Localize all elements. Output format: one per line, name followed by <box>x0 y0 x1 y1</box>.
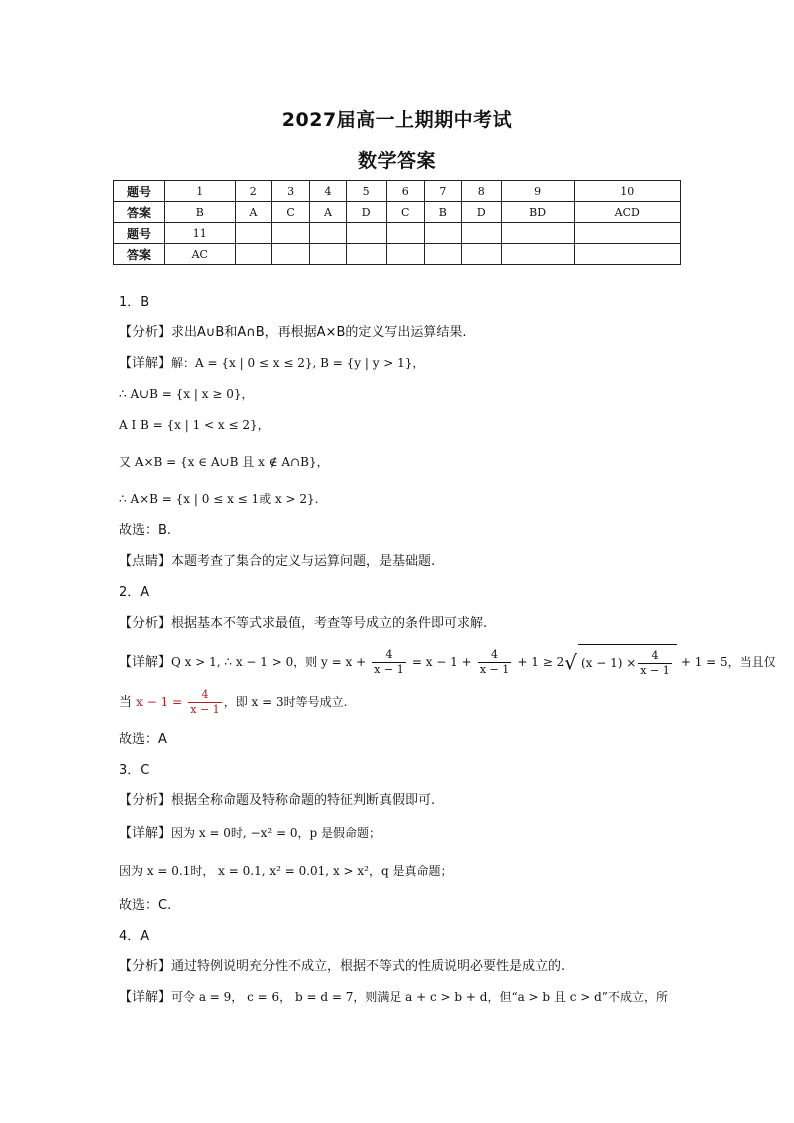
analysis-text: 通过特例说明充分性不成立，根据不等式的性质说明必要性是成立的. <box>171 959 566 974</box>
table-cell <box>424 244 461 265</box>
answer-table <box>113 180 681 265</box>
table-cell: 5 <box>346 181 386 202</box>
table-cell: 6 <box>386 181 424 202</box>
q3-detail-line <box>119 824 381 843</box>
table-row <box>114 244 681 265</box>
math-text: 可令 a = 9， c = 6， b = d = 7，则满足 a + c > b + d，但“a > b 且 c > d”不成立，所 <box>171 990 668 1004</box>
math-text: ∴ A×B = {x | 0 ≤ x ≤ 1或 x > 2}. <box>119 492 319 506</box>
detail-tag: 【详解】 <box>119 356 172 371</box>
q2-line <box>119 684 347 721</box>
math-text: ，即 x = 3时等号成立. <box>223 695 348 709</box>
table-cell <box>346 223 386 244</box>
table-cell <box>386 244 424 265</box>
table-cell: 9 <box>501 181 574 202</box>
table-cell: 3 <box>271 181 309 202</box>
detail-tag: 【详解】 <box>119 826 172 841</box>
table-cell: D <box>346 202 386 223</box>
table-cell: 4 <box>310 181 346 202</box>
detail-tag: 【详解】 <box>119 990 172 1005</box>
table-cell <box>310 244 346 265</box>
table-cell <box>501 223 574 244</box>
math-text: 因为 x = 0.1时， x = 0.1, x² = 0.01, x > x²，q 是真命题； <box>119 864 453 878</box>
math-text: x − 1 = <box>136 695 183 709</box>
analysis-tag: 【分析】 <box>119 959 172 974</box>
table-cell <box>424 223 461 244</box>
table-cell: C <box>271 202 309 223</box>
table-cell <box>501 244 574 265</box>
q1-heading: 1．B <box>119 295 150 310</box>
table-cell: ACD <box>574 202 680 223</box>
math-text: 因为 x = 0时, −x² = 0，p 是假命题； <box>171 826 381 840</box>
text: 当 <box>119 695 133 710</box>
q4-heading: 4．A <box>119 929 150 944</box>
q1-line <box>119 490 319 509</box>
table-cell <box>461 223 501 244</box>
q1-line <box>119 453 329 472</box>
q4-detail-line <box>119 988 668 1007</box>
math-text: A I B = {x | 1 < x ≤ 2}， <box>119 418 270 432</box>
table-cell: BD <box>501 202 574 223</box>
row-label: 答案 <box>114 202 165 223</box>
table-row <box>114 202 681 223</box>
table-cell: AC <box>165 244 236 265</box>
q3-heading: 3．C <box>119 763 150 778</box>
row-label: 题号 <box>114 181 165 202</box>
math-text: ∴ A∪B = {x | x ≥ 0}， <box>119 387 254 401</box>
math-text: + 1 ≥ 2 <box>517 655 565 669</box>
q2-heading: 2．A <box>119 585 150 600</box>
q2-analysis <box>119 615 487 633</box>
table-cell <box>346 244 386 265</box>
q3-answer: 故选：C. <box>119 898 172 913</box>
remark-text: 本题考查了集合的定义与运算问题，是基础题. <box>171 554 436 569</box>
table-cell <box>461 244 501 265</box>
q1-detail-line <box>119 354 424 373</box>
q2-detail-line <box>119 644 776 681</box>
table-cell: 8 <box>461 181 501 202</box>
math-text: Q x > 1, ∴ x − 1 > 0，则 y = x + <box>171 655 367 669</box>
table-cell: A <box>235 202 271 223</box>
table-cell <box>310 223 346 244</box>
table-cell <box>271 244 309 265</box>
table-cell: B <box>165 202 236 223</box>
table-cell: 11 <box>165 223 236 244</box>
detail-tag: 【详解】 <box>119 655 172 670</box>
table-cell: D <box>461 202 501 223</box>
remark-tag: 【点睛】 <box>119 554 172 569</box>
q1-remark <box>119 553 435 571</box>
analysis-text: 根据全称命题及特称命题的特征判断真假即可. <box>171 793 436 808</box>
fraction: $\frac{4}{x - 1}$ <box>640 649 670 677</box>
fraction: $\frac{4}{x - 1}$ <box>374 648 404 676</box>
table-cell: 2 <box>235 181 271 202</box>
row-label: 题号 <box>114 223 165 244</box>
table-row <box>114 181 681 202</box>
analysis-tag: 【分析】 <box>119 325 172 340</box>
table-cell: C <box>386 202 424 223</box>
q1-analysis <box>119 324 467 342</box>
table-cell: B <box>424 202 461 223</box>
q1-answer: 故选：B. <box>119 523 172 538</box>
q3-analysis <box>119 792 435 810</box>
math-text: + 1 = 5，当且仅 <box>680 655 776 669</box>
q1-line <box>119 385 253 404</box>
table-cell: 1 <box>165 181 236 202</box>
math-text: = x − 1 + <box>411 655 472 669</box>
sqrt-radicand: (x − 1) × $\frac{4}{x - 1}$ <box>578 644 677 681</box>
answer-subtitle: 数学答案 <box>357 150 436 172</box>
table-cell: A <box>310 202 346 223</box>
table-cell <box>386 223 424 244</box>
q1-line <box>119 416 270 435</box>
table-cell <box>271 223 309 244</box>
analysis-text: 求出A∪B和A∩B，再根据A×B的定义写出运算结果. <box>171 325 467 340</box>
fraction: $\frac{4}{x - 1}$ <box>479 648 510 676</box>
sqrt-icon: √ <box>564 650 577 675</box>
fraction: $\frac{4}{x - 1}$ <box>190 688 220 716</box>
table-cell <box>235 223 271 244</box>
math-text: 解：A = {x | 0 ≤ x ≤ 2}, B = {y | y > 1}， <box>171 356 425 370</box>
analysis-tag: 【分析】 <box>119 616 172 631</box>
q2-answer: 故选：A <box>119 732 167 747</box>
analysis-text: 根据基本不等式求最值，考查等号成立的条件即可求解. <box>171 616 488 631</box>
exam-title: 2027届高一上期期中考试 <box>281 109 513 131</box>
q4-analysis <box>119 958 565 976</box>
table-cell <box>235 244 271 265</box>
table-cell <box>574 223 680 244</box>
table-cell: 10 <box>574 181 680 202</box>
table-row <box>114 223 681 244</box>
row-label: 答案 <box>114 244 165 265</box>
table-cell <box>574 244 680 265</box>
table-cell: 7 <box>424 181 461 202</box>
q3-line <box>119 862 452 881</box>
math-text: 又 A×B = {x ∈ A∪B 且 x ∉ A∩B}， <box>119 455 329 469</box>
analysis-tag: 【分析】 <box>119 793 172 808</box>
